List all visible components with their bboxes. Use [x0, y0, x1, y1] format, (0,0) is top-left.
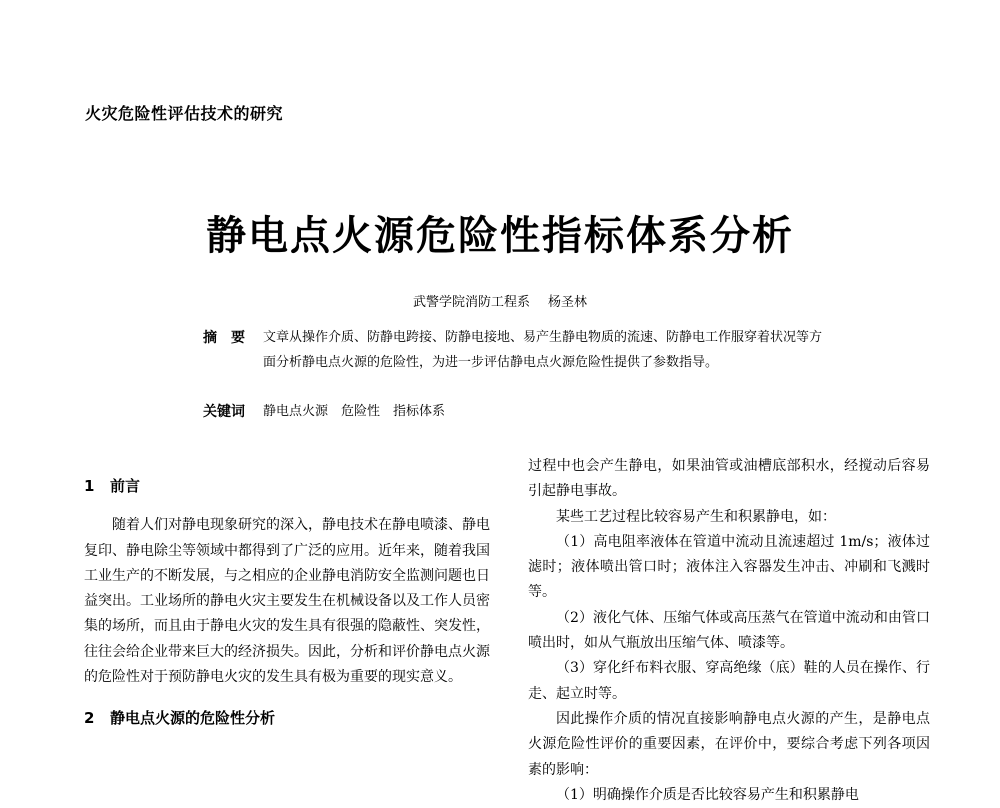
keywords-label: 关键词: [203, 404, 245, 420]
paragraph: 因此操作介质的情况直接影响静电点火源的产生，是静电点火源危险性评价的重要因素，在评价中，要综合考虑下列各项因素的影响：: [528, 710, 930, 778]
paragraph: 某些工艺过程比较容易产生和积累静电，如：: [556, 508, 836, 525]
list-item: （3）穿化纤布料衣服、穿高绝缘（底）鞋的人员在操作、行走、起立时等。: [528, 660, 930, 702]
section-heading: [84, 474, 490, 499]
right-column: [528, 454, 930, 808]
article-title: 静电点火源危险性指标体系分析: [206, 213, 794, 259]
paragraph: 过程中也会产生静电，如果油管或油槽底部积水，经搅动后容易引起静电事故。: [528, 458, 930, 500]
list-item: （1）明确操作介质是否比较容易产生和积累静电: [556, 786, 859, 803]
paragraph: 随着人们对静电现象研究的深入，静电技术在静电喷漆、静电复印、静电除尘等领域中都得到了广泛的应用。近年来，随着我国工业生产的不断发展，与之相应的企业静电消防安全监测问题也日益突出。工业场所的静电火灾主要发生在机械设备以及工作人员密集的场所，而且由于静电火灾的发生具有很强的隐蔽性、突发性，往往会给企业带来巨大的经济损失。因此，分析和评价静电点火源的危险性对于预防静电火灾的发生具有极为重要的现实意义。: [84, 517, 490, 686]
author-line: [0, 291, 1000, 310]
abstract-text: 文章从操作介质、防静电跨接、防静电接地、易产生静电物质的流速、防静电工作服穿着状况等方面分析静电点火源的危险性，为进一步评估静电点火源危险性提供了参数指导。: [263, 330, 823, 370]
section-number: 2: [84, 709, 95, 728]
section-title: 静电点火源的危险性分析: [110, 709, 276, 728]
series-header: 火灾危险性评估技术的研究: [85, 104, 284, 123]
keywords-text: 静电点火源 危险性 指标体系: [263, 404, 446, 419]
author-name: 杨圣林: [548, 295, 588, 310]
section-title: 前言: [110, 477, 141, 495]
affiliation: 武警学院消防工程系: [412, 295, 530, 310]
section-number: 1: [84, 477, 95, 495]
list-item: （2）液化气体、压缩气体或高压蒸气在管道中流动和由管口喷出时，如从气瓶放出压缩气体、喷漆等。: [528, 609, 930, 652]
abstract-label: 摘 要: [203, 330, 245, 346]
section-heading: [84, 706, 490, 731]
left-column: [84, 474, 490, 732]
list-item: （1）高电阻率液体在管道中流动且流速超过 1m/s；液体过滤时；液体喷出管口时；液体注入容器发生冲击、冲刷和飞溅时等。: [528, 533, 930, 601]
